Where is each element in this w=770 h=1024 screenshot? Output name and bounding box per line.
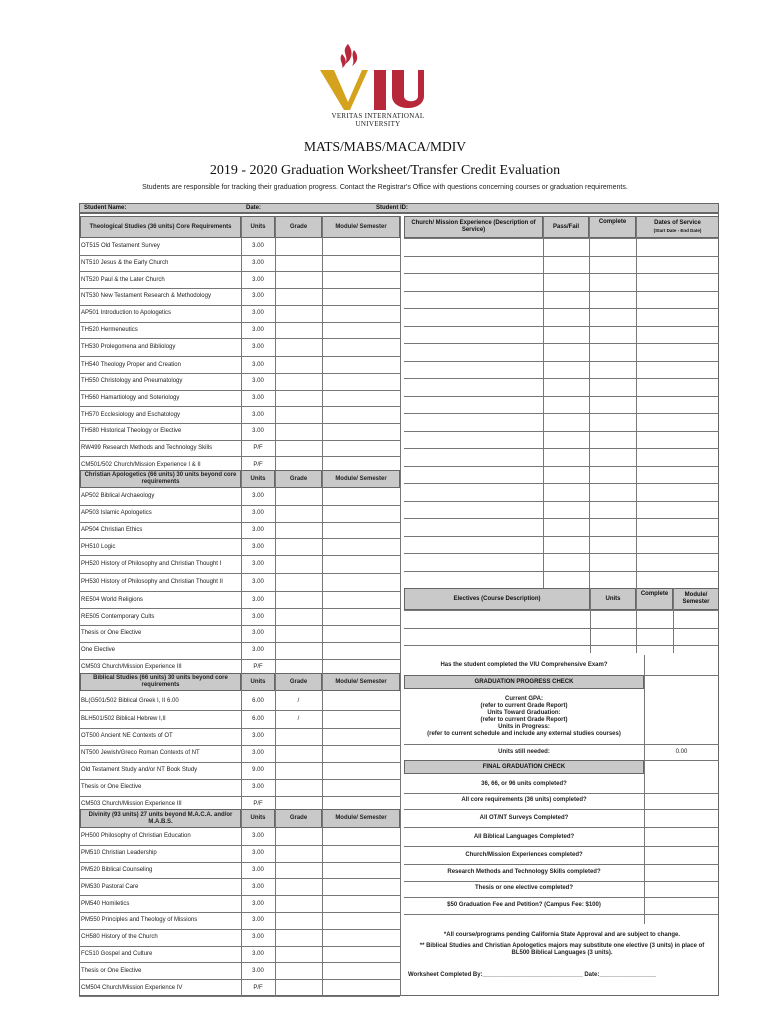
course-units: P/F <box>253 461 263 468</box>
course-name: CM503 Church/Mission Experience III <box>81 801 182 807</box>
course-name: NT500 Jewish/Greco Roman Contexts of NT <box>81 750 200 756</box>
check-item: Research Methods and Technology Skills completed? <box>447 868 601 875</box>
row-divider <box>404 343 719 344</box>
row-divider <box>404 238 719 239</box>
course-units: 3.00 <box>252 784 264 790</box>
column-divider <box>322 809 323 996</box>
check-item: $50 Graduation Fee and Petition? (Campus Fee: $100) <box>447 901 601 908</box>
course-name: CM501/502 Church/Mission Experience I & II <box>81 461 201 468</box>
column-divider <box>673 588 674 653</box>
university-name: VERITAS INTERNATIONAL UNIVERSITY <box>331 112 425 128</box>
grade-col-header: Grade <box>275 470 322 488</box>
course-units: 3.00 <box>252 917 264 924</box>
dates-service-label: Dates of Service <box>654 220 701 226</box>
elective-units-header: Units <box>590 588 636 610</box>
course-name: Thesis or One Elective <box>81 784 142 790</box>
course-name: PH530 History of Philosophy and Christian Thought II <box>81 579 223 586</box>
course-units: 3.00 <box>252 526 264 533</box>
student-name-label: Student Name: <box>84 205 127 211</box>
row-divider <box>404 291 719 292</box>
complete-header: Complete <box>589 216 636 238</box>
course-units: 3.00 <box>252 750 264 756</box>
row-divider <box>404 378 719 379</box>
column-divider <box>636 216 637 588</box>
course-name: AP503 Islamic Apologetics <box>81 510 152 517</box>
row-divider <box>404 483 719 484</box>
course-units: 3.00 <box>252 260 264 267</box>
column-divider <box>322 673 323 813</box>
course-name: RW499 Research Methods and Technology Skills <box>81 445 213 452</box>
course-name: AP504 Christian Ethics <box>81 526 143 533</box>
university-logo <box>318 40 438 132</box>
units-col-header: Units <box>241 809 275 828</box>
course-name: TH520 Hermeneutics <box>81 326 138 333</box>
course-units: 9.00 <box>252 767 264 773</box>
pass-fail-header: Pass/Fail <box>543 216 589 238</box>
course-units: P/F <box>253 984 263 991</box>
student-info-bar <box>79 203 719 213</box>
electives-header: Electives (Course Description) <box>404 588 590 610</box>
column-divider <box>275 216 276 473</box>
comprehensive-exam-question: Has the student completed the VIU Comprehensive Exam? <box>440 661 608 668</box>
row-divider <box>404 914 719 915</box>
course-name: NT530 New Testament Research & Methodology <box>81 293 211 300</box>
check-item: All core requirements (36 units) completed? <box>461 796 587 803</box>
gpa-line: (refer to current Grade Report) <box>480 703 568 709</box>
program-title: MATS/MABS/MACA/MDIV <box>303 139 467 154</box>
row-divider <box>404 396 719 397</box>
course-name: TH570 Ecclesiology and Eschatology <box>81 411 181 418</box>
course-name: NT520 Paul & the Later Church <box>81 276 165 283</box>
course-units: P/F <box>253 801 263 807</box>
course-name: RE504 World Religions <box>81 596 143 603</box>
column-divider <box>400 809 401 996</box>
row-divider <box>404 466 719 467</box>
course-units: 3.00 <box>252 950 264 957</box>
course-units: 3.00 <box>252 883 264 890</box>
course-name: PH520 History of Philosophy and Christian Thought I <box>81 561 222 568</box>
course-name: TH580 Historical Theology or Elective <box>81 428 182 435</box>
student-id-label: Student ID: <box>376 205 408 211</box>
course-name: Thesis or One Elective <box>81 967 142 974</box>
course-name: AP501 Introduction to Apologetics <box>81 310 172 317</box>
row-divider <box>404 553 719 554</box>
course-units: 3.00 <box>252 733 264 739</box>
viu-logo-icon <box>318 40 438 112</box>
course-name: CH580 History of the Church <box>81 934 158 941</box>
date-label: Date: <box>246 205 262 211</box>
course-name: CM504 Church/Mission Experience IV <box>81 984 183 991</box>
elective-complete-header: Complete <box>636 588 673 610</box>
units-col-header: Units <box>241 216 275 238</box>
course-units: 3.00 <box>252 411 264 418</box>
row-divider <box>404 273 719 274</box>
course-units: 3.00 <box>252 543 264 550</box>
column-divider <box>241 216 242 473</box>
row-divider <box>79 996 400 997</box>
course-units: 3.00 <box>252 647 264 654</box>
document-title: 2019 - 2020 Graduation Worksheet/Transfer Credit Evaluation <box>209 163 561 178</box>
approval-note: *All course/programs pending California State Approval and are subject to change. <box>443 931 681 938</box>
column-divider <box>275 809 276 996</box>
course-name: RE505 Contemporary Cults <box>81 613 155 620</box>
course-name: TH560 Hamartiology and Soteriology <box>81 394 180 401</box>
instructions-text: Students are responsible for tracking their graduation progress. Contact the Registrar's Office with questions concerning courses or graduation requirements. <box>142 184 628 191</box>
gpa-line: Current GPA: <box>505 696 543 702</box>
check-item: 36, 66, or 96 units completed? <box>481 780 567 787</box>
row-divider <box>404 326 719 327</box>
grade-col-header: Grade <box>275 216 322 238</box>
column-divider <box>636 588 637 653</box>
course-name: BLH501/502 Biblical Hebrew I,II <box>81 715 166 722</box>
row-divider <box>404 536 719 537</box>
column-divider <box>322 216 323 473</box>
course-name: PM510 Christian Leadership <box>81 850 157 857</box>
check-item: Thesis or one elective completed? <box>474 884 574 891</box>
course-units: 6.00 <box>252 715 264 722</box>
column-divider <box>275 673 276 813</box>
course-units: 3.00 <box>252 934 264 941</box>
units-needed-value: 0.00 <box>675 748 688 755</box>
substitution-note: ** Biblical Studies and Christian Apologetics majors may substitute one elective (3 units) in place of BL500 Biblical Languages (3 units). <box>419 943 705 956</box>
row-divider <box>404 610 719 611</box>
gpa-block <box>404 690 644 744</box>
course-units: 3.00 <box>252 510 264 517</box>
column-divider <box>241 673 242 813</box>
course-units: 3.00 <box>252 394 264 401</box>
column-divider <box>400 470 401 675</box>
course-name: PH510 Logic <box>81 543 116 550</box>
column-divider <box>275 470 276 675</box>
column-divider <box>543 216 544 588</box>
course-units: 3.00 <box>252 243 264 250</box>
row-divider <box>404 645 719 646</box>
module-col-header: Module/ Semester <box>322 216 400 238</box>
course-units: 3.00 <box>252 900 264 907</box>
row-divider <box>404 628 719 629</box>
gpa-line: Units in Progress: <box>498 724 550 730</box>
course-units: P/F <box>253 663 263 670</box>
course-units: 3.00 <box>252 967 264 974</box>
course-name: Thesis or One Elective <box>81 630 142 637</box>
check-item: All Biblical Languages Completed? <box>473 833 575 840</box>
course-units: 3.00 <box>252 833 264 840</box>
row-divider <box>404 827 719 828</box>
course-units: 3.00 <box>252 344 264 351</box>
column-divider <box>589 216 590 588</box>
check-item: All OT/NT Surveys Completed? <box>479 814 569 821</box>
course-name: BL(G501/502 Biblical Greek I, II 6.00 <box>81 697 179 704</box>
gpa-line: (refer to current Grade Report) <box>480 717 568 723</box>
course-units: 6.00 <box>252 697 264 704</box>
row-divider <box>404 501 719 502</box>
course-units: 3.00 <box>252 630 264 637</box>
course-name: PM530 Pastoral Care <box>81 883 139 890</box>
column-divider <box>590 588 591 653</box>
row-divider <box>404 413 719 414</box>
course-units: 3.00 <box>252 613 264 620</box>
units-needed-label: Units still needed: <box>498 748 550 755</box>
dates-of-service-header <box>636 216 719 238</box>
final-graduation-check-header: FINAL GRADUATION CHECK <box>404 760 644 774</box>
course-units: 3.00 <box>252 561 264 568</box>
row-divider <box>404 256 719 257</box>
graduation-progress-header: GRADUATION PROGRESS CHECK <box>404 675 644 689</box>
row-divider <box>404 431 719 432</box>
course-name: PM550 Principles and Theology of Missions <box>81 917 198 924</box>
course-units: P/F <box>253 445 263 452</box>
section-header-2: Biblical Studies (66 units) 30 units beyond core requirements <box>80 673 241 691</box>
grade-col-header: Grade <box>275 809 322 828</box>
church-mission-header: Church/ Mission Experience (Description of Service) <box>404 216 543 238</box>
course-units: 3.00 <box>252 579 264 586</box>
course-name: Old Testament Study and/or NT Book Study <box>81 767 198 773</box>
course-grade: / <box>297 697 300 704</box>
check-item: Church/Mission Experiences completed? <box>465 851 583 858</box>
course-units: 3.00 <box>252 276 264 283</box>
column-divider <box>644 655 645 745</box>
course-units: 3.00 <box>252 293 264 300</box>
course-name: OT515 Old Testament Survey <box>81 243 160 250</box>
course-units: 3.00 <box>252 596 264 603</box>
course-name: AP502 Biblical Archaeology <box>81 493 155 500</box>
course-units: 3.00 <box>252 493 264 500</box>
course-units: 3.00 <box>252 850 264 857</box>
column-divider <box>241 809 242 996</box>
section-header-1: Christian Apologetics (66 units) 30 units beyond core requirements <box>80 470 241 488</box>
units-col-header: Units <box>241 470 275 488</box>
module-col-header: Module/ Semester <box>322 673 400 691</box>
column-divider <box>400 673 401 813</box>
elective-module-header: Module/ Semester <box>673 588 719 610</box>
course-name: TH540 Theology Proper and Creation <box>81 361 181 368</box>
course-name: One Elective <box>81 647 116 654</box>
row-divider <box>404 308 719 309</box>
section-header-0: Theological Studies (36 units) Core Requirements <box>80 216 241 238</box>
dates-service-sub: (Start Date - End Date) <box>653 228 702 233</box>
course-name: PM540 Homiletics <box>81 900 130 907</box>
course-units: 3.00 <box>252 866 264 873</box>
course-units: 3.00 <box>252 326 264 333</box>
course-units: 3.00 <box>252 361 264 368</box>
course-name: PH500 Philosophy of Christian Education <box>81 833 191 840</box>
section-header-3: Divinity (93 units) 27 units beyond M.A.C.A. and/or M.A.B.S. <box>80 809 241 828</box>
row-divider <box>404 448 719 449</box>
course-name: PM520 Biblical Counseling <box>81 866 153 873</box>
course-name: OT500 Ancient NE Contexts of OT <box>81 733 173 739</box>
grade-col-header: Grade <box>275 673 322 691</box>
module-col-header: Module/ Semester <box>322 809 400 828</box>
course-grade: / <box>297 715 300 722</box>
units-col-header: Units <box>241 673 275 691</box>
gpa-line: Units Toward Graduation: <box>487 710 561 716</box>
completed-by-line: Worksheet Completed By:______________________________ Date:_________________ <box>408 971 657 978</box>
course-units: 3.00 <box>252 428 264 435</box>
course-units: 3.00 <box>252 378 264 385</box>
course-name: CM503 Church/Mission Experience III <box>81 663 182 670</box>
column-divider <box>400 216 401 473</box>
column-divider <box>241 470 242 675</box>
course-units: 3.00 <box>252 310 264 317</box>
course-name: TH530 Prolegomena and Bibliology <box>81 344 176 351</box>
course-name: FC510 Gospel and Culture <box>81 950 153 957</box>
module-col-header: Module/ Semester <box>322 470 400 488</box>
gpa-line: (refer to current schedule and include any external studies courses) <box>427 731 621 737</box>
course-name: TH550 Christology and Pneumatology <box>81 378 183 385</box>
row-divider <box>404 518 719 519</box>
column-divider <box>322 470 323 675</box>
course-name: NT510 Jesus & the Early Church <box>81 260 169 267</box>
row-divider <box>404 571 719 572</box>
row-divider <box>404 361 719 362</box>
